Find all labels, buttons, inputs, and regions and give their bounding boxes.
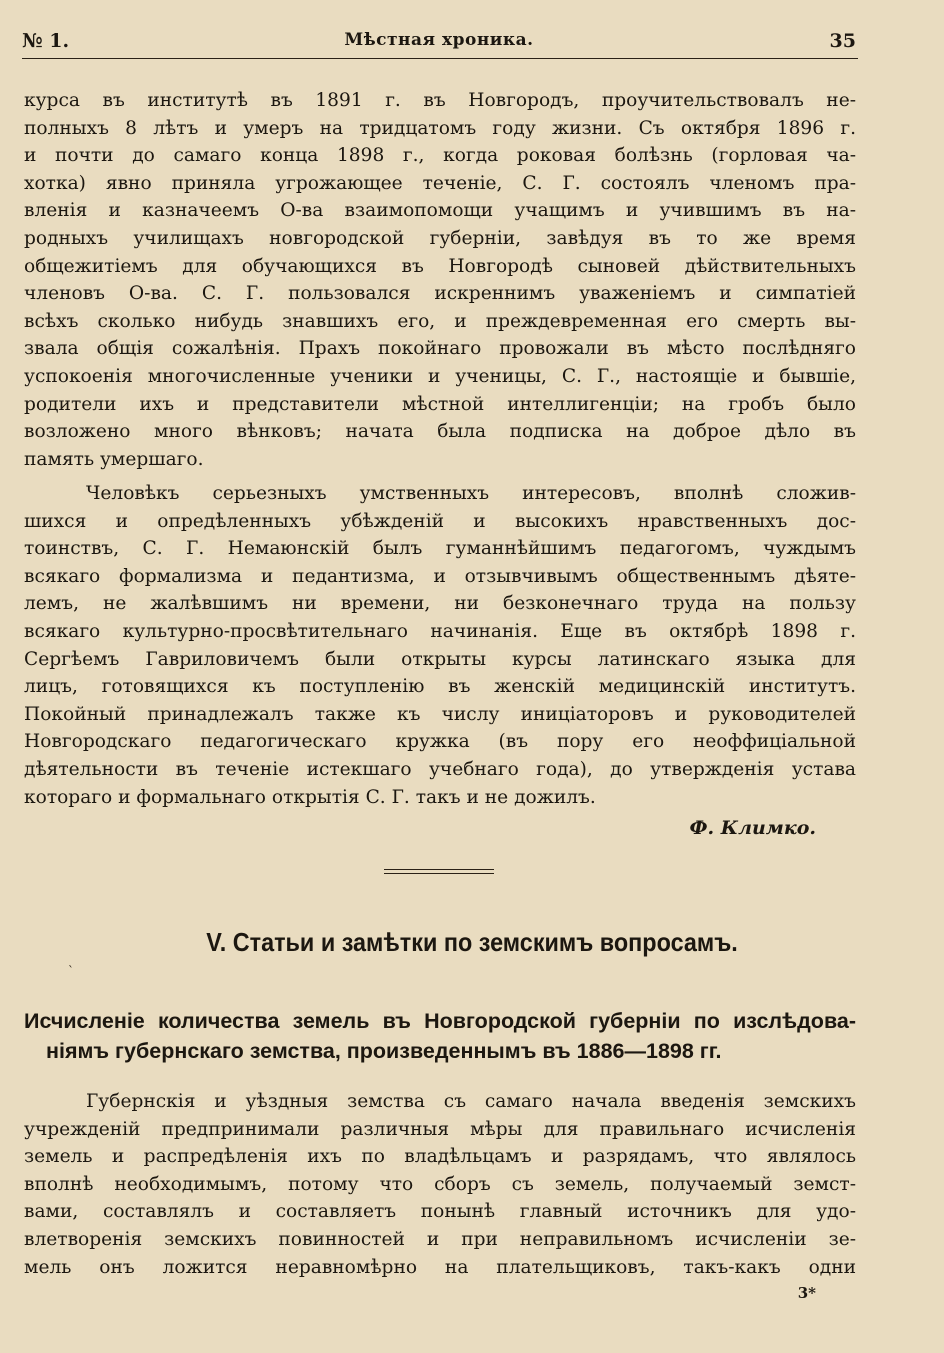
signature-mark: 3* — [797, 1284, 816, 1302]
text-line: шихся и опредѣленныхъ убѣжденій и высокихъ нравственныхъ дос- — [24, 510, 856, 532]
text-line: дѣятельности въ теченіе истекшаго учебнаго года), до утвержденія устава — [24, 758, 856, 780]
text-line: успокоенія многочисленные ученики и ученицы, С. Г., настоящіе и бывшіе, — [24, 365, 856, 387]
article-title — [24, 1006, 856, 1066]
text-line: общежитіемъ для обучающихся въ Новгородѣ сыновей дѣйствительныхъ — [24, 255, 856, 277]
title-line: ніямъ губернскаго земства, произведеннымъ въ 1886—1898 гг. — [46, 1039, 722, 1063]
text-line: хотка) явно приняла угрожающее теченіе, С. Г. состоялъ членомъ пра- — [24, 172, 856, 194]
header-rule — [22, 58, 858, 59]
text-line: память умершаго. — [24, 448, 204, 470]
text-line: всѣхъ сколько нибудь знавшихъ его, и преждевременная его смерть вы- — [24, 310, 856, 332]
text-line: всякаго культурно-просвѣтительнаго начинанія. Еще въ октябрѣ 1898 г. — [24, 620, 856, 642]
text-line: полныхъ 8 лѣтъ и умеръ на тридцатомъ году жизни. Съ октября 1896 г. — [24, 117, 856, 139]
print-speck: ˋ — [68, 964, 74, 978]
text-line: всякаго формализма и педантизма, и отзывчивымъ общественнымъ дѣяте- — [24, 565, 856, 587]
author-signature: Ф. Климко. — [689, 817, 816, 839]
text-line: и почти до самаго конца 1898 г., когда роковая болѣзнь (горловая ча- — [24, 145, 856, 167]
text-line: учрежденій предпринимали различныя мѣры для правильнаго исчисленія — [24, 1118, 856, 1140]
text-line: Сергѣемъ Гавриловичемъ были открыты курсы латинскаго языка для — [24, 648, 856, 670]
text-line: влетворенія земскихъ повинностей и при неправильномъ исчисленіи зе- — [24, 1228, 856, 1250]
text-line: Покойный принадлежалъ также къ числу иниціаторовъ и руководителей — [24, 703, 856, 725]
second-paragraph — [24, 480, 856, 811]
text-line: мель онъ ложится неравномѣрно на плательщиковъ, такъ-какъ одни — [24, 1256, 856, 1278]
text-line: котораго и формальнаго открытія С. Г. такъ и не дожилъ. — [24, 786, 596, 808]
title-line: Исчисленіе количества земель въ Новгородской губерніи по изслѣдова- — [24, 1009, 856, 1033]
text-line: родители ихъ и представители мѣстной интеллигенціи; на гробъ было — [24, 393, 856, 415]
text-line: вполнѣ необходимымъ, потому что сборъ съ земель, получаемый земст- — [24, 1173, 856, 1195]
section-heading: V. Статьи и замѣтки по земскимъ вопросамъ. — [206, 927, 738, 957]
text-line: возложено много вѣнковъ; начата была подписка на доброе дѣло въ — [24, 421, 856, 443]
intro-paragraph — [24, 87, 856, 473]
issue-number: № 1. — [22, 30, 70, 52]
text-line: вами, составлялъ и составляетъ понынѣ главный источникъ для удо- — [24, 1201, 856, 1223]
text-line: звала общія сожалѣнія. Прахъ покойнаго провожали въ мѣсто послѣдняго — [24, 338, 856, 360]
text-line: курса въ институтѣ въ 1891 г. въ Новгородъ, проучительствовалъ не- — [24, 90, 856, 111]
section-divider — [384, 869, 494, 874]
text-line: Человѣкъ серьезныхъ умственныхъ интересовъ, вполнѣ сложив- — [86, 483, 856, 504]
text-line: лицъ, готовящихся къ поступленію въ женскій медицинскій институтъ. — [24, 676, 856, 698]
text-line: лемъ, не жалѣвшимъ ни времени, ни безконечнаго труда на пользу — [24, 593, 856, 615]
article-paragraph — [24, 1088, 856, 1281]
page-header — [22, 30, 856, 60]
running-title: Мѣстная хроника. — [344, 30, 534, 50]
text-line: родныхъ училищахъ новгородской губерніи, завѣдуя въ то же время — [24, 227, 856, 249]
text-line: членовъ О-ва. С. Г. пользовался искреннимъ уваженіемъ и симпатіей — [24, 283, 856, 305]
text-line: земель и распредѣленія ихъ по владѣльцамъ и разрядамъ, что являлось — [24, 1146, 856, 1168]
text-line: тоинствъ, С. Г. Немаюнскій былъ гуманнѣйшимъ педагогомъ, чуждымъ — [24, 538, 856, 560]
page-number: 35 — [829, 30, 856, 52]
text-line: Новгородскаго педагогическаго кружка (въ пору его неоффиціальной — [24, 731, 856, 753]
text-line: вленія и казначеемъ О-ва взаимопомощи учащимъ и учившимъ въ на- — [24, 200, 856, 222]
text-line: Губернскія и уѣздныя земства съ самаго начала введенія земскихъ — [86, 1091, 856, 1112]
